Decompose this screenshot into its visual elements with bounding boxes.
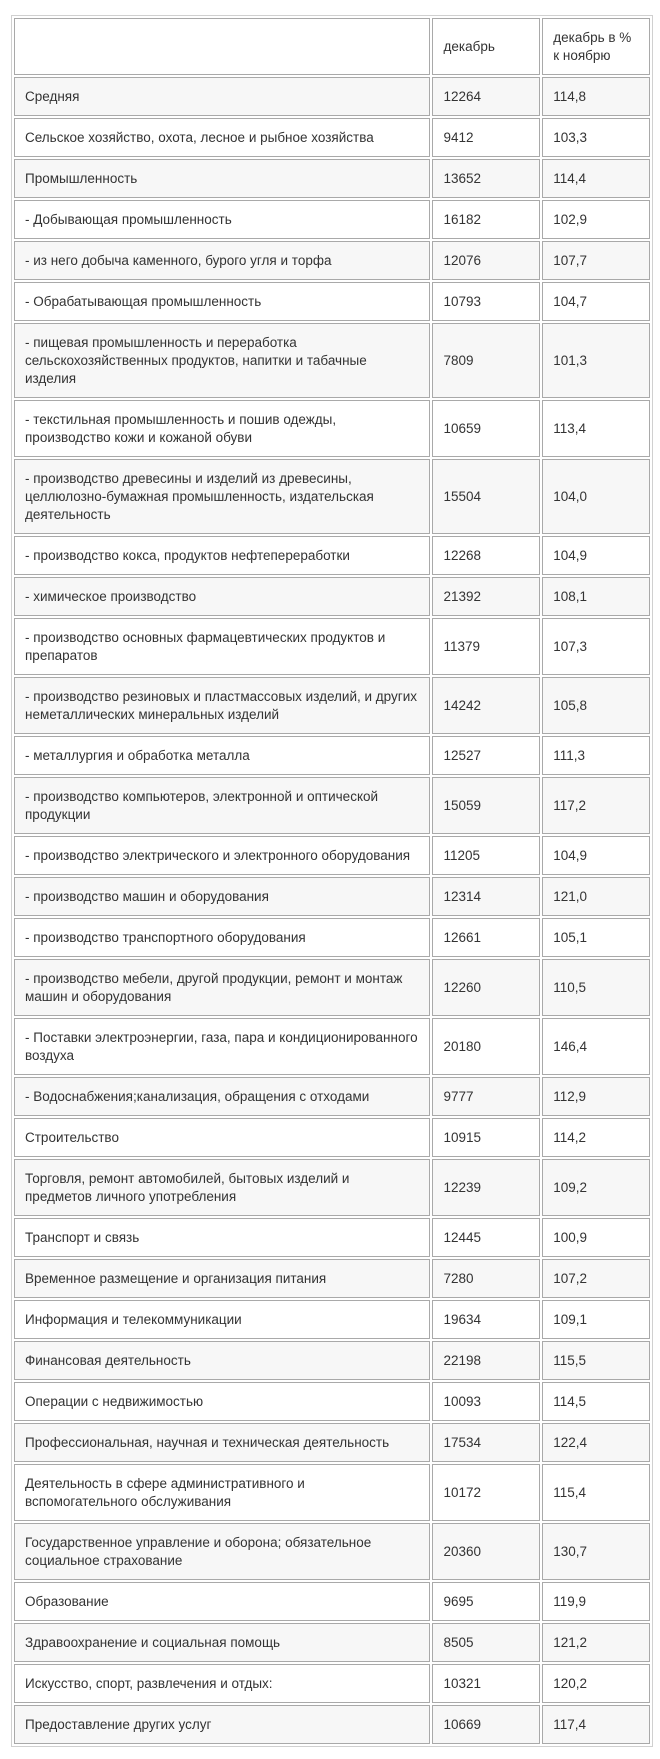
header-december-pct: декабрь в % к ноябрю — [542, 18, 650, 75]
table-row — [14, 836, 650, 875]
sector-cell: - Добывающая промышленность — [14, 200, 430, 239]
table-row — [14, 1018, 650, 1075]
percent-value-cell: 104,9 — [542, 536, 650, 575]
table-row — [14, 1118, 650, 1157]
percent-value-cell: 122,4 — [542, 1423, 650, 1462]
sector-cell: - Обрабатывающая промышленность — [14, 282, 430, 321]
sector-cell: Средняя — [14, 77, 430, 116]
percent-value-cell: 120,2 — [542, 1664, 650, 1703]
december-value-cell: 9412 — [432, 118, 540, 157]
table-row — [14, 459, 650, 534]
sector-cell: - из него добыча каменного, бурого угля и торфа — [14, 241, 430, 280]
december-value-cell: 10659 — [432, 400, 540, 457]
table-row — [14, 118, 650, 157]
december-value-cell: 7809 — [432, 323, 540, 398]
december-value-cell: 10172 — [432, 1464, 540, 1521]
table-row — [14, 1341, 650, 1380]
december-value-cell: 8505 — [432, 1623, 540, 1662]
percent-value-cell: 105,1 — [542, 918, 650, 957]
december-value-cell: 17534 — [432, 1423, 540, 1462]
percent-value-cell: 121,0 — [542, 877, 650, 916]
percent-value-cell: 111,3 — [542, 736, 650, 775]
table-row — [14, 323, 650, 398]
sector-cell: Предоставление других услуг — [14, 1705, 430, 1744]
december-value-cell: 14242 — [432, 677, 540, 734]
december-value-cell: 10915 — [432, 1118, 540, 1157]
table-row — [14, 1582, 650, 1621]
sector-cell: - Поставки электроэнергии, газа, пара и кондиционированного воздуха — [14, 1018, 430, 1075]
table-row — [14, 1523, 650, 1580]
table-row — [14, 677, 650, 734]
percent-value-cell: 117,4 — [542, 1705, 650, 1744]
table-row — [14, 1077, 650, 1116]
december-value-cell: 12268 — [432, 536, 540, 575]
sector-cell: - производство машин и оборудования — [14, 877, 430, 916]
table-row — [14, 736, 650, 775]
december-value-cell: 10669 — [432, 1705, 540, 1744]
sector-cell: Транспорт и связь — [14, 1218, 430, 1257]
percent-value-cell: 108,1 — [542, 577, 650, 616]
december-value-cell: 10321 — [432, 1664, 540, 1703]
sector-cell: - текстильная промышленность и пошив одежды, производство кожи и кожаной обуви — [14, 400, 430, 457]
sector-cell: Сельское хозяйство, охота, лесное и рыбное хозяйства — [14, 118, 430, 157]
table-row — [14, 618, 650, 675]
december-value-cell: 12264 — [432, 77, 540, 116]
table-row — [14, 200, 650, 239]
december-value-cell: 20180 — [432, 1018, 540, 1075]
sector-cell: Здравоохранение и социальная помощь — [14, 1623, 430, 1662]
december-value-cell: 15504 — [432, 459, 540, 534]
header-sector — [14, 18, 430, 75]
december-value-cell: 11379 — [432, 618, 540, 675]
table-row — [14, 1423, 650, 1462]
table-row — [14, 1300, 650, 1339]
percent-value-cell: 117,2 — [542, 777, 650, 834]
percent-value-cell: 109,2 — [542, 1159, 650, 1216]
percent-value-cell: 100,9 — [542, 1218, 650, 1257]
percent-value-cell: 114,5 — [542, 1382, 650, 1421]
sector-cell: Финансовая деятельность — [14, 1341, 430, 1380]
table-row — [14, 1382, 650, 1421]
december-value-cell: 13652 — [432, 159, 540, 198]
table-row — [14, 918, 650, 957]
percent-value-cell: 115,4 — [542, 1464, 650, 1521]
sector-cell: Государственное управление и оборона; обязательное социальное страхование — [14, 1523, 430, 1580]
percent-value-cell: 107,2 — [542, 1259, 650, 1298]
percent-value-cell: 121,2 — [542, 1623, 650, 1662]
december-value-cell: 10793 — [432, 282, 540, 321]
december-value-cell: 12445 — [432, 1218, 540, 1257]
december-value-cell: 9695 — [432, 1582, 540, 1621]
percent-value-cell: 114,2 — [542, 1118, 650, 1157]
table-row — [14, 577, 650, 616]
december-value-cell: 19634 — [432, 1300, 540, 1339]
sector-cell: Образование — [14, 1582, 430, 1621]
december-value-cell: 16182 — [432, 200, 540, 239]
sector-cell: - металлургия и обработка металла — [14, 736, 430, 775]
percent-value-cell: 104,9 — [542, 836, 650, 875]
december-value-cell: 12076 — [432, 241, 540, 280]
december-value-cell: 15059 — [432, 777, 540, 834]
sector-cell: - производство основных фармацевтических продуктов и препаратов — [14, 618, 430, 675]
percent-value-cell: 102,9 — [542, 200, 650, 239]
sector-cell: - пищевая промышленность и переработка сельскохозяйственных продуктов, напитки и табачные изделия — [14, 323, 430, 398]
december-value-cell: 9777 — [432, 1077, 540, 1116]
sector-cell: Деятельность в сфере административного и вспомогательного обслуживания — [14, 1464, 430, 1521]
table-row — [14, 1159, 650, 1216]
december-value-cell: 21392 — [432, 577, 540, 616]
december-value-cell: 12314 — [432, 877, 540, 916]
december-value-cell: 12527 — [432, 736, 540, 775]
wage-table — [11, 15, 653, 1747]
sector-cell: - Водоснабжения;канализация, обращения с отходами — [14, 1077, 430, 1116]
december-value-cell: 12239 — [432, 1159, 540, 1216]
sector-cell: Строительство — [14, 1118, 430, 1157]
sector-cell: Промышленность — [14, 159, 430, 198]
table-header-row — [14, 18, 650, 75]
table-row — [14, 1705, 650, 1744]
table-row — [14, 400, 650, 457]
sector-cell: - производство древесины и изделий из древесины, целлюлозно-бумажная промышленность, издательская деятельность — [14, 459, 430, 534]
percent-value-cell: 119,9 — [542, 1582, 650, 1621]
percent-value-cell: 104,7 — [542, 282, 650, 321]
table-row — [14, 241, 650, 280]
percent-value-cell: 114,8 — [542, 77, 650, 116]
percent-value-cell: 110,5 — [542, 959, 650, 1016]
december-value-cell: 10093 — [432, 1382, 540, 1421]
december-value-cell: 7280 — [432, 1259, 540, 1298]
table-row — [14, 159, 650, 198]
table-row — [14, 1218, 650, 1257]
percent-value-cell: 112,9 — [542, 1077, 650, 1116]
sector-cell: Информация и телекоммуникации — [14, 1300, 430, 1339]
percent-value-cell: 115,5 — [542, 1341, 650, 1380]
percent-value-cell: 130,7 — [542, 1523, 650, 1580]
sector-cell: - производство резиновых и пластмассовых изделий, и других неметаллических минеральных изделий — [14, 677, 430, 734]
table-row — [14, 1664, 650, 1703]
december-value-cell: 11205 — [432, 836, 540, 875]
sector-cell: - производство электрического и электронного оборудования — [14, 836, 430, 875]
sector-cell: Временное размещение и организация питания — [14, 1259, 430, 1298]
percent-value-cell: 146,4 — [542, 1018, 650, 1075]
table-row — [14, 536, 650, 575]
percent-value-cell: 109,1 — [542, 1300, 650, 1339]
sector-cell: Торговля, ремонт автомобилей, бытовых изделий и предметов личного употребления — [14, 1159, 430, 1216]
percent-value-cell: 101,3 — [542, 323, 650, 398]
december-value-cell: 12260 — [432, 959, 540, 1016]
sector-cell: Искусство, спорт, развлечения и отдых: — [14, 1664, 430, 1703]
table-row — [14, 1259, 650, 1298]
december-value-cell: 12661 — [432, 918, 540, 957]
december-value-cell: 22198 — [432, 1341, 540, 1380]
table-row — [14, 1464, 650, 1521]
december-value-cell: 20360 — [432, 1523, 540, 1580]
percent-value-cell: 107,7 — [542, 241, 650, 280]
sector-cell: - химическое производство — [14, 577, 430, 616]
table-row — [14, 282, 650, 321]
header-december: декабрь — [432, 18, 540, 75]
sector-cell: Операции с недвижимостью — [14, 1382, 430, 1421]
percent-value-cell: 104,0 — [542, 459, 650, 534]
sector-cell: - производство кокса, продуктов нефтепереработки — [14, 536, 430, 575]
percent-value-cell: 105,8 — [542, 677, 650, 734]
table-row — [14, 1623, 650, 1662]
percent-value-cell: 113,4 — [542, 400, 650, 457]
sector-cell: Профессиональная, научная и техническая деятельность — [14, 1423, 430, 1462]
sector-cell: - производство транспортного оборудования — [14, 918, 430, 957]
table-row — [14, 959, 650, 1016]
percent-value-cell: 107,3 — [542, 618, 650, 675]
percent-value-cell: 103,3 — [542, 118, 650, 157]
sector-cell: - производство компьютеров, электронной и оптической продукции — [14, 777, 430, 834]
table-row — [14, 877, 650, 916]
table-row — [14, 77, 650, 116]
percent-value-cell: 114,4 — [542, 159, 650, 198]
sector-cell: - производство мебели, другой продукции, ремонт и монтаж машин и оборудования — [14, 959, 430, 1016]
table-row — [14, 777, 650, 834]
